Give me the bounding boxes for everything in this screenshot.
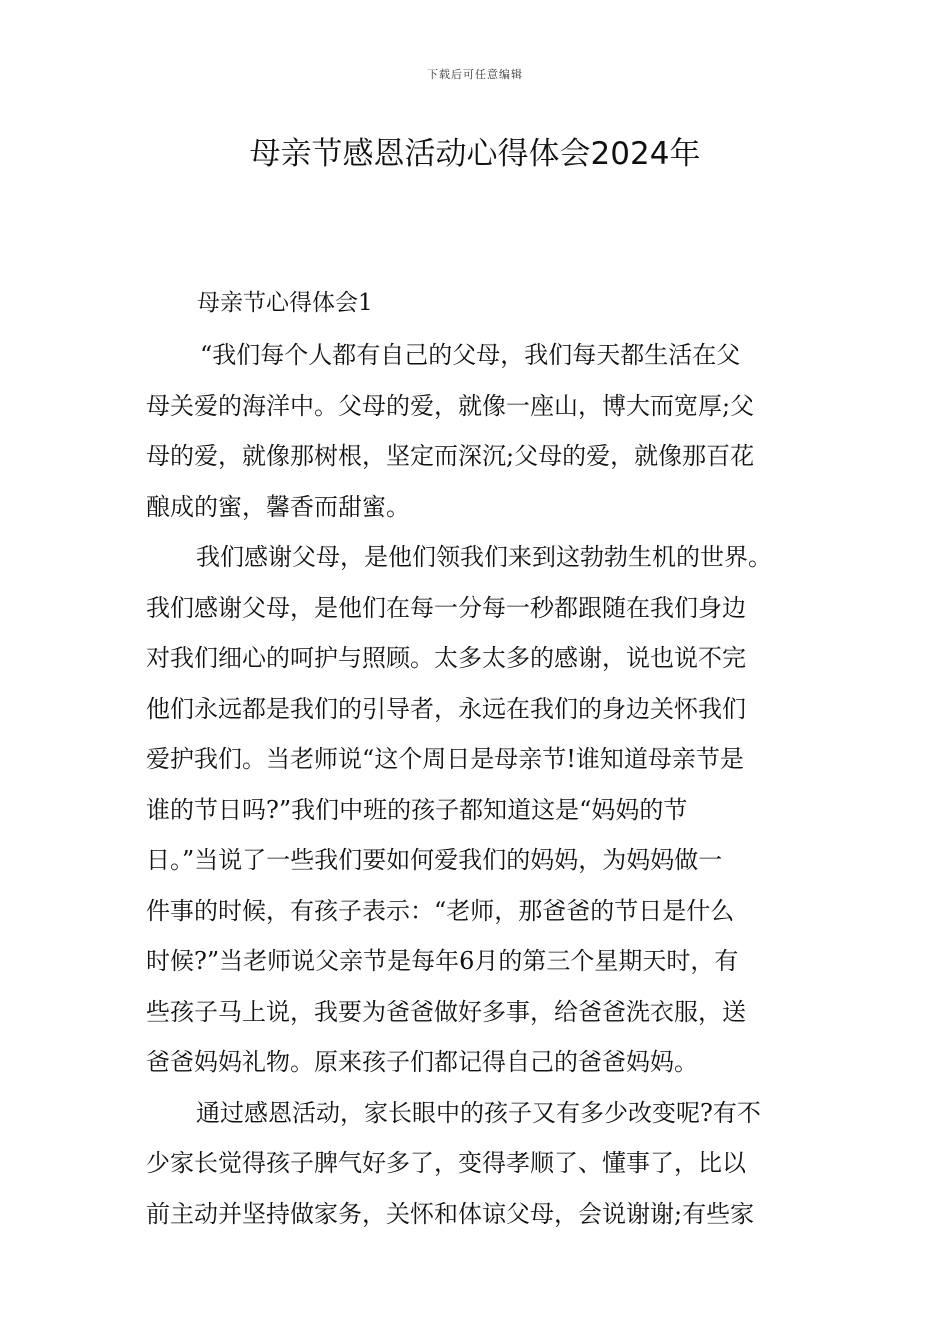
text-line: 些孩子马上说，我要为爸爸做好多事，给爸爸洗衣服，送 <box>146 997 746 1026</box>
document-title: 母亲节感恩活动心得体会2024年 <box>249 136 701 172</box>
text-line: 我们感谢父母，是他们在每一分每一秒都跟随在我们身边 <box>146 593 746 622</box>
section-heading: 母亲节心得体会1 <box>197 290 373 316</box>
text-line: 前主动并坚持做家务，关怀和体谅父母，会说谢谢;有些家 <box>146 1199 755 1228</box>
text-line: 通过感恩活动，家长眼中的孩子又有多少改变呢?有不 <box>196 1098 761 1127</box>
body-text <box>146 330 808 1239</box>
text-line: 件事的时候，有孩子表示：“老师，那爸爸的节日是什么 <box>146 896 735 925</box>
text-line: 时候?”当老师说父亲节是每年6月的第三个星期天时，有 <box>146 947 739 975</box>
text-line: 少家长觉得孩子脾气好多了，变得孝顺了、懂事了，比以 <box>146 1149 746 1177</box>
text-line: 爸爸妈妈礼物。原来孩子们都记得自己的爸爸妈妈。 <box>146 1048 698 1076</box>
text-line: 他们永远都是我们的引导者，永远在我们的身边关怀我们 <box>146 694 746 723</box>
text-line: 母关爱的海洋中。父母的爱，就像一座山，博大而宽厚;父 <box>146 391 755 420</box>
text-line: 酿成的蜜，馨香而甜蜜。 <box>146 492 410 521</box>
header-note: 下载后可任意编辑 <box>427 68 523 81</box>
text-line: 谁的节日吗?”我们中班的孩子都知道这是“妈妈的节 <box>146 795 688 824</box>
text-line: 母的爱，就像那树根，坚定而深沉;父母的爱，就像那百花 <box>146 442 755 470</box>
text-line: 对我们细心的呵护与照顾。太多太多的感谢，说也说不完 <box>146 644 746 672</box>
text-line: 日。”当说了一些我们要如何爱我们的妈妈，为妈妈做一 <box>146 846 723 874</box>
text-line: 我们感谢父母，是他们领我们来到这勃勃生机的世界。 <box>196 543 772 571</box>
text-line: “我们每个人都有自己的父母，我们每天都生活在父 <box>200 341 741 369</box>
text-line: 爱护我们。当老师说“这个周日是母亲节!谁知道母亲节是 <box>146 745 744 773</box>
